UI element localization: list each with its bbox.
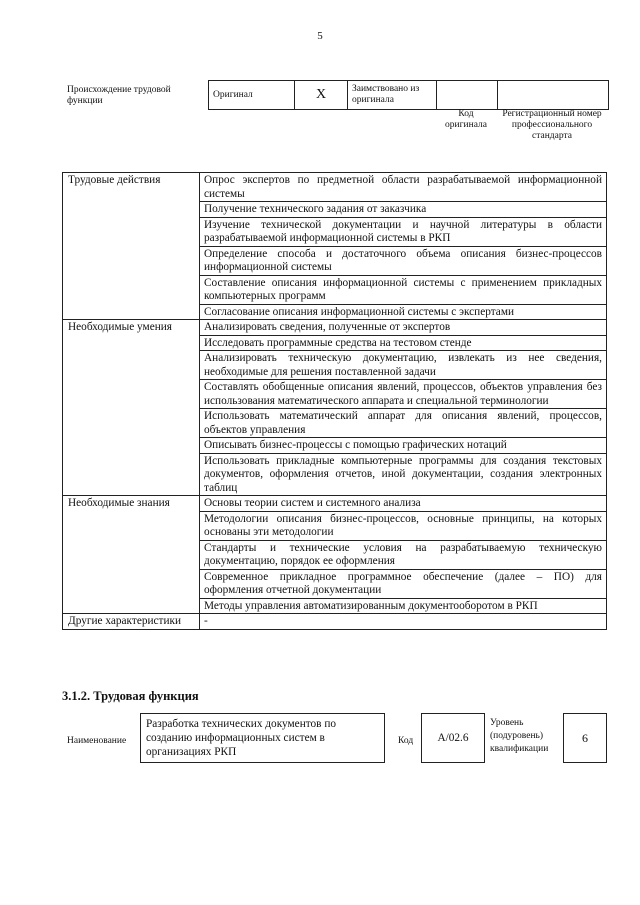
section-label: Трудовые действия	[63, 173, 200, 320]
section-item: Согласование описания информационной системы с экспертами	[200, 304, 607, 320]
section-item: Описывать бизнес-процессы с помощью графических нотаций	[200, 438, 607, 454]
origin-original-cell	[209, 81, 295, 110]
qualification-level: 6	[563, 713, 607, 763]
table-row	[63, 614, 607, 630]
section-item: Основы теории систем и системного анализа	[200, 496, 607, 512]
origin-mark-cell	[295, 81, 348, 110]
name-label: Наименование	[67, 736, 127, 746]
section-item: Анализировать техническую документацию, извлекать из нее сведения, необходимые для решения поставленной задачи	[200, 351, 607, 380]
section-item: Использовать математический аппарат для описания явлений, процессов, объектов управления	[200, 409, 607, 438]
labor-function-table	[62, 172, 607, 630]
page-number: 5	[317, 30, 323, 42]
origin-original-label: Оригинал	[213, 89, 253, 100]
section-item: -	[200, 614, 607, 630]
origin-label: Происхождение трудовой функции	[67, 85, 171, 106]
section-item: Составлять обобщенные описания явлений, процессов, объектов управления без использования математического аппарата и специальной терминологии	[200, 380, 607, 409]
table-row	[63, 496, 607, 512]
section-label: Другие характеристики	[63, 614, 200, 630]
origin-mark: X	[315, 86, 327, 102]
section-item: Определение способа и достаточного объема описания бизнес-процессов информационной системы	[200, 246, 607, 275]
section-item: Современное прикладное программное обеспечение (далее – ПО) для оформления отчетной документации	[200, 569, 607, 598]
section-item: Исследовать программные средства на тестовом стенде	[200, 335, 607, 351]
section-item: Опрос экспертов по предметной области разрабатываемой информационной системы	[200, 173, 607, 202]
origin-code-cell	[437, 81, 498, 110]
registration-number-caption: Регистрационный номер профессионального стандарта	[502, 109, 602, 141]
function-name: Разработка технических документов по созданию информационных систем в организациях РКП	[140, 713, 385, 763]
origin-table	[208, 80, 609, 110]
section-item: Изучение технической документации и научной литературы в области разрабатываемой информационной системы в РКП	[200, 217, 607, 246]
section-item: Анализировать сведения, полученные от экспертов	[200, 320, 607, 336]
section-item: Составление описания информационной системы с применением прикладных компьютерных программ	[200, 275, 607, 304]
origin-reg-cell	[498, 81, 609, 110]
section-item: Использовать прикладные компьютерные программы для создания текстовых документов, оформления отчетов, иной документации, создания электронных таблиц	[200, 453, 607, 496]
section-item: Получение технического задания от заказчика	[200, 202, 607, 218]
qualification-level-label: Уровень (подуровень) квалификации	[490, 718, 549, 754]
function-code: А/02.6	[421, 713, 485, 763]
section-label: Необходимые умения	[63, 320, 200, 496]
table-row	[63, 173, 607, 202]
section-item: Методы управления автоматизированным документооборотом в РКП	[200, 598, 607, 614]
section-item: Стандарты и технические условия на разрабатываемую техническую документацию, порядок ее оформления	[200, 540, 607, 569]
table-row	[63, 320, 607, 336]
section-label: Необходимые знания	[63, 496, 200, 614]
section-item: Методологии описания бизнес-процессов, основные принципы, на которых основаны эти методологии	[200, 511, 607, 540]
origin-borrowed-cell	[348, 81, 437, 110]
code-original-caption: Код оригинала	[445, 109, 487, 130]
section-heading: 3.1.2. Трудовая функция	[62, 689, 199, 703]
code-label: Код	[398, 736, 414, 746]
origin-borrowed-label: Заимствовано из оригинала	[352, 84, 420, 105]
